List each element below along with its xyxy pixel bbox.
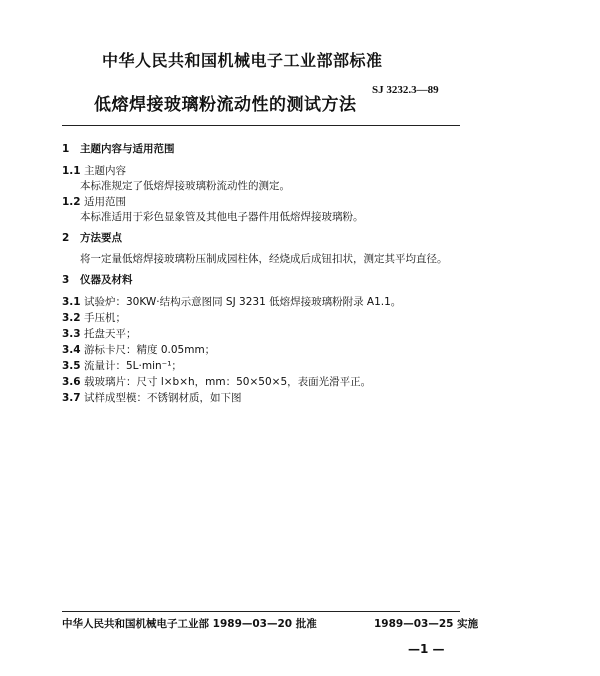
subsection-title: 主题内容 [84,165,126,177]
implementation-date: 1989—03—25 实施 [374,618,479,630]
item-text: 试验炉：30KW·结构示意图同 SJ 3231 低熔焊接玻璃粉附录 A1.1。 [84,296,402,308]
document-title: 低熔焊接玻璃粉流动性的测试方法 [94,95,357,115]
subsection-number: 1.2 [62,196,81,208]
subsection-1-2-body: 本标准适用于彩色显象管及其他电子器件用低熔焊接玻璃粉。 [80,211,364,223]
footer-divider [62,611,460,612]
item-number: 3.7 [62,392,81,404]
issuing-authority: 中华人民共和国机械电子工业部部标准 [102,51,383,70]
subsection-title: 适用范围 [84,196,126,208]
section-number: 1 [62,143,70,155]
section-title: 仪器及材料 [80,274,133,286]
item-text: 载玻璃片：尺寸 l×b×h，mm：50×50×5，表面光滑平正。 [84,376,372,388]
item-text: 游标卡尺：精度 0.05mm； [84,344,216,356]
item-number: 3.2 [62,312,81,324]
item-number: 3.4 [62,344,81,356]
list-item-3-6 [62,374,371,389]
subsection-1-2-heading [62,194,126,209]
item-number: 3.1 [62,296,81,308]
section-2-body: 将一定量低熔焊接玻璃粉压制成园柱体，经烧成后成钮扣状，测定其平均直径。 [80,253,448,265]
subsection-1-1-body: 本标准规定了低熔焊接玻璃粉流动性的测定。 [80,180,290,192]
subsection-1-1-heading [62,163,126,178]
list-item-3-1 [62,294,401,309]
section-number: 3 [62,274,70,286]
section-number: 2 [62,232,70,244]
section-1-heading [62,141,175,156]
section-title: 主题内容与适用范围 [80,143,175,155]
page-number: —1 — [408,642,445,656]
list-item-3-3 [62,326,137,341]
list-item-3-4 [62,342,215,357]
list-item-3-5 [62,358,182,373]
standard-number: SJ 3232.3—89 [372,84,439,96]
list-item-3-2 [62,310,126,325]
item-text: 手压机； [84,312,126,324]
subsection-number: 1.1 [62,165,81,177]
item-text: 流量计：5L·min⁻¹； [84,360,182,372]
approval-line: 中华人民共和国机械电子工业部 1989—03—20 批准 [62,618,317,630]
header-divider [62,125,460,126]
item-number: 3.5 [62,360,81,372]
section-title: 方法要点 [80,232,122,244]
item-text: 试样成型模：不锈钢材质，如下图 [84,392,242,404]
item-text: 托盘天平； [84,328,137,340]
list-item-3-7 [62,390,242,405]
item-number: 3.3 [62,328,81,340]
section-3-heading [62,272,133,287]
section-2-heading [62,230,122,245]
item-number: 3.6 [62,376,81,388]
